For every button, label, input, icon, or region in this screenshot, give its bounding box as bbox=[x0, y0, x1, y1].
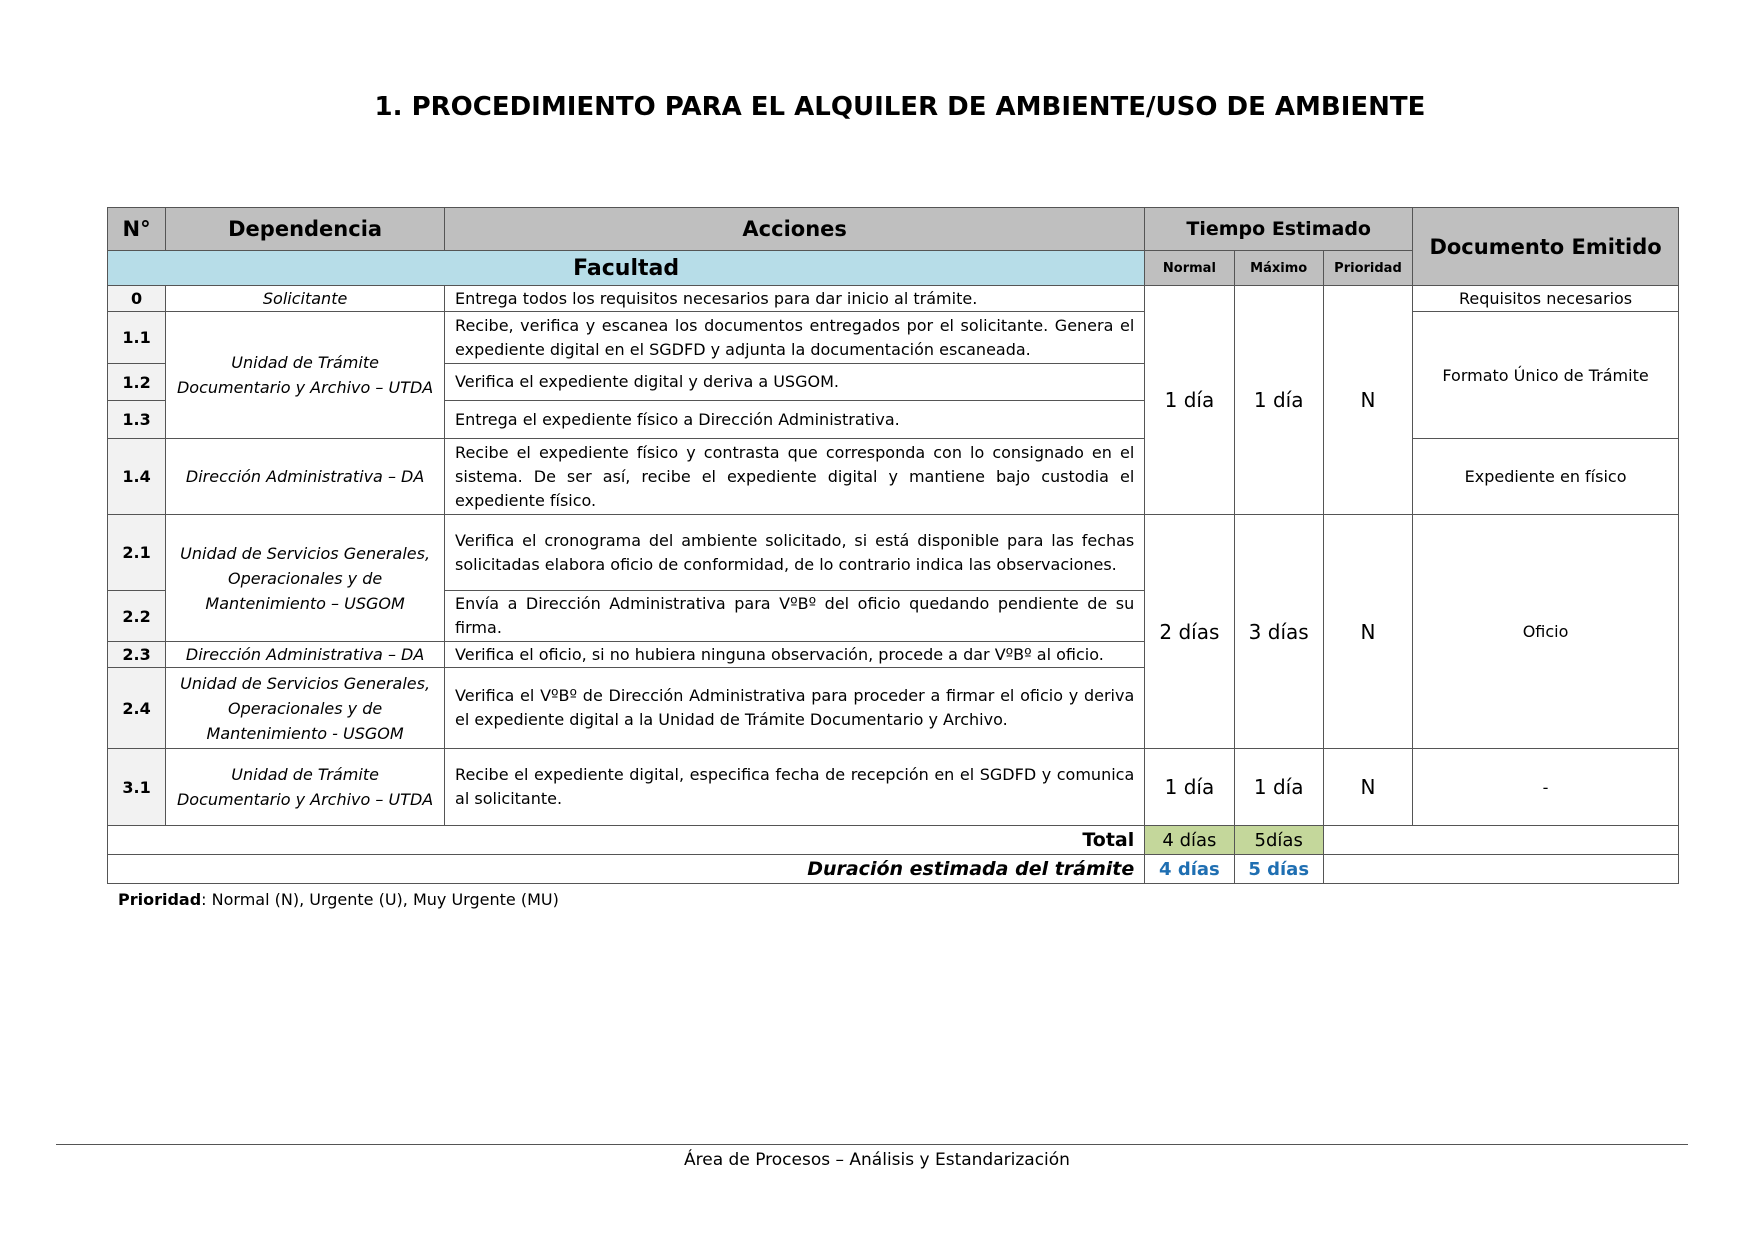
section-facultad: Facultad bbox=[108, 251, 1145, 286]
table-row bbox=[108, 439, 1679, 515]
duration-empty bbox=[1323, 855, 1678, 884]
total-normal: 4 días bbox=[1145, 826, 1234, 855]
row-number: 1.4 bbox=[108, 439, 166, 515]
total-row bbox=[108, 826, 1679, 855]
row-documento: Formato Único de Trámite bbox=[1413, 312, 1679, 439]
group2-maximo: 3 días bbox=[1234, 515, 1323, 749]
group3-normal: 1 día bbox=[1145, 749, 1234, 826]
row-number: 2.1 bbox=[108, 515, 166, 591]
header-acciones: Acciones bbox=[445, 208, 1145, 251]
footer-divider bbox=[56, 1144, 1688, 1145]
footer: Área de Procesos – Análisis y Estandarización bbox=[684, 1150, 1070, 1170]
total-empty bbox=[1323, 826, 1678, 855]
row-accion: Verifica el cronograma del ambiente solicitado, si está disponible para las fechas solicitadas elabora oficio de conformidad, de lo contrario indica las observaciones. bbox=[445, 515, 1145, 591]
header-prioridad: Prioridad bbox=[1323, 251, 1412, 286]
total-maximo: 5días bbox=[1234, 826, 1323, 855]
row-number: 0 bbox=[108, 286, 166, 312]
header-normal: Normal bbox=[1145, 251, 1234, 286]
row-dependencia: Solicitante bbox=[166, 286, 445, 312]
group3-prioridad: N bbox=[1323, 749, 1412, 826]
row-number: 1.2 bbox=[108, 364, 166, 401]
row-accion: Entrega todos los requisitos necesarios para dar inicio al trámite. bbox=[445, 286, 1145, 312]
row-documento: Requisitos necesarios bbox=[1413, 286, 1679, 312]
row-accion: Recibe, verifica y escanea los documentos entregados por el solicitante. Genera el expediente digital en el SGDFD y adjunta la documentación escaneada. bbox=[445, 312, 1145, 364]
duration-normal: 4 días bbox=[1145, 855, 1234, 884]
row-dependencia: Unidad de Servicios Generales, Operacionales y de Mantenimiento – USGOM bbox=[166, 515, 445, 642]
header-tiempo-estimado: Tiempo Estimado bbox=[1145, 208, 1413, 251]
header-documento-emitido: Documento Emitido bbox=[1413, 208, 1679, 286]
row-number: 1.3 bbox=[108, 401, 166, 439]
row-accion: Envía a Dirección Administrativa para VºBº del oficio quedando pendiente de su firma. bbox=[445, 591, 1145, 642]
row-number: 2.2 bbox=[108, 591, 166, 642]
row-dependencia: Dirección Administrativa – DA bbox=[166, 642, 445, 668]
header-dependencia: Dependencia bbox=[166, 208, 445, 251]
table-row bbox=[108, 749, 1679, 826]
row-dependencia: Unidad de Trámite Documentario y Archivo – UTDA bbox=[166, 749, 445, 826]
row-accion: Verifica el oficio, si no hubiera ninguna observación, procede a dar VºBº al oficio. bbox=[445, 642, 1145, 668]
page-title: 1. PROCEDIMIENTO PARA EL ALQUILER DE AMBIENTE/USO DE AMBIENTE bbox=[374, 92, 1426, 122]
procedure-table bbox=[107, 207, 1679, 884]
row-accion: Entrega el expediente físico a Dirección Administrativa. bbox=[445, 401, 1145, 439]
row-dependencia: Dirección Administrativa – DA bbox=[166, 439, 445, 515]
header-num: N° bbox=[108, 208, 166, 251]
row-number: 2.4 bbox=[108, 668, 166, 749]
row-accion: Verifica el expediente digital y deriva a USGOM. bbox=[445, 364, 1145, 401]
row-dependencia: Unidad de Servicios Generales, Operacionales y de Mantenimiento - USGOM bbox=[166, 668, 445, 749]
total-label: Total bbox=[108, 826, 1145, 855]
row-documento: - bbox=[1413, 749, 1679, 826]
row-documento: Expediente en físico bbox=[1413, 439, 1679, 515]
group1-normal: 1 día bbox=[1145, 286, 1234, 515]
row-accion: Recibe el expediente digital, especifica fecha de recepción en el SGDFD y comunica al solicitante. bbox=[445, 749, 1145, 826]
table-row bbox=[108, 515, 1679, 591]
row-accion: Verifica el VºBº de Dirección Administrativa para proceder a firmar el oficio y deriva el expediente digital a la Unidad de Trámite Documentario y Archivo. bbox=[445, 668, 1145, 749]
legend-label: Prioridad bbox=[118, 890, 202, 909]
row-number: 2.3 bbox=[108, 642, 166, 668]
row-accion: Recibe el expediente físico y contrasta que corresponda con lo consignado en el sistema. De ser así, recibe el expediente digital y mantiene bajo custodia el expediente físico. bbox=[445, 439, 1145, 515]
row-dependencia: Unidad de Trámite Documentario y Archivo – UTDA bbox=[166, 312, 445, 439]
group1-maximo: 1 día bbox=[1234, 286, 1323, 515]
group2-prioridad: N bbox=[1323, 515, 1412, 749]
table-row bbox=[108, 286, 1679, 312]
table-row bbox=[108, 312, 1679, 364]
duration-row bbox=[108, 855, 1679, 884]
duration-maximo: 5 días bbox=[1234, 855, 1323, 884]
group1-prioridad: N bbox=[1323, 286, 1412, 515]
row-number: 1.1 bbox=[108, 312, 166, 364]
legend-text: : Normal (N), Urgente (U), Muy Urgente (MU) bbox=[201, 890, 559, 909]
group2-normal: 2 días bbox=[1145, 515, 1234, 749]
header-maximo: Máximo bbox=[1234, 251, 1323, 286]
priority-legend bbox=[118, 890, 559, 909]
duration-label: Duración estimada del trámite bbox=[108, 855, 1145, 884]
row-documento: Oficio bbox=[1413, 515, 1679, 749]
row-number: 3.1 bbox=[108, 749, 166, 826]
group3-maximo: 1 día bbox=[1234, 749, 1323, 826]
